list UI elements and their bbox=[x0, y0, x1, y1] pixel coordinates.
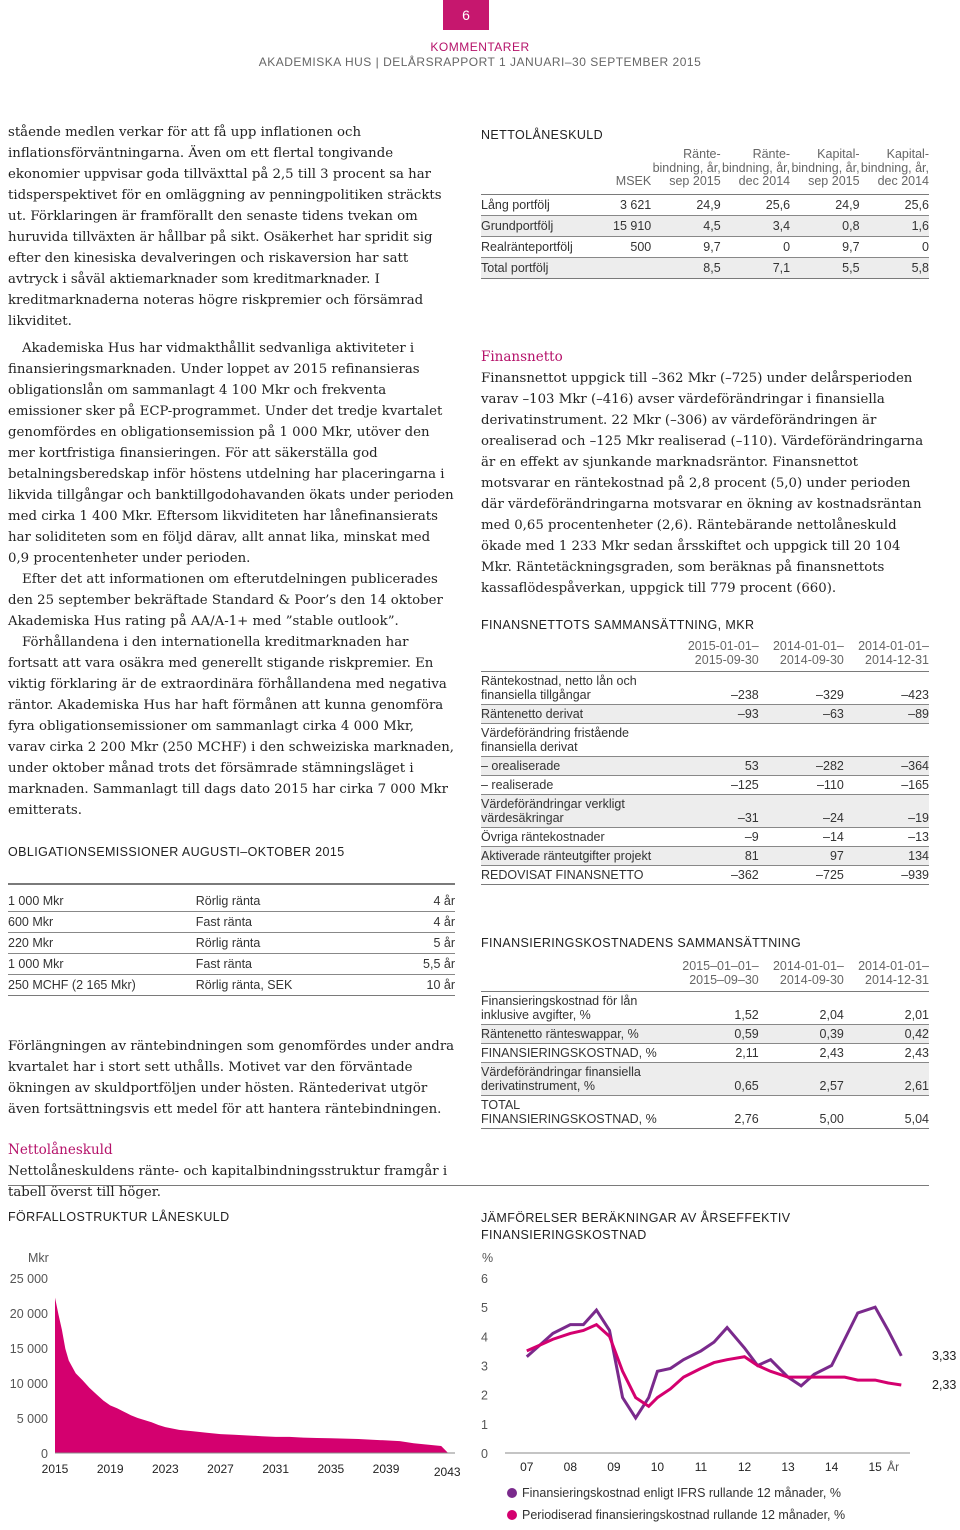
table-cell: Grundportfölj bbox=[481, 215, 589, 236]
netto-header-col: Ränte-bindning, år, dec 2014 bbox=[722, 147, 791, 188]
x-tick-label: 2039 bbox=[372, 1462, 400, 1476]
table-cell: –125 bbox=[674, 776, 759, 795]
netto-table bbox=[481, 146, 929, 279]
table-cell: 0,65 bbox=[674, 1063, 759, 1096]
table-row bbox=[481, 1025, 929, 1044]
chart2-title: JÄMFÖRELSER BERÄKNINGAR AV ÅRSEFFEKTIV FINANSIERINGSKOSTNAD bbox=[481, 1211, 791, 1242]
table-cell: –939 bbox=[844, 866, 929, 885]
table-cell: 1,6 bbox=[860, 215, 929, 236]
table-cell: Finansieringskostnad för lån inklusive avgifter, % bbox=[481, 994, 638, 1022]
table-cell: 15 910 bbox=[589, 215, 652, 236]
x-tick-label: 08 bbox=[563, 1460, 578, 1474]
nettolaneskuld-heading: Nettolåneskuld bbox=[8, 1142, 113, 1158]
x-tick-label: 2023 bbox=[151, 1462, 179, 1476]
end-value-label: 2,33 bbox=[932, 1378, 957, 1393]
table-cell: 9,7 bbox=[651, 236, 720, 257]
y-tick-label: 20 000 bbox=[9, 1307, 48, 1321]
y-axis-label: % bbox=[482, 1251, 494, 1265]
kostnad-header: 2014-01-01–2014-12-31 bbox=[858, 959, 929, 987]
x-tick-label: 2027 bbox=[207, 1462, 234, 1476]
x-tick-label: 10 bbox=[650, 1460, 665, 1474]
table-cell: 1 000 Mkr bbox=[8, 894, 64, 908]
kostnad-header: 2015–01–01–2015–09–30 bbox=[682, 959, 759, 987]
table-row bbox=[481, 724, 929, 757]
table-cell: Rörlig ränta bbox=[196, 933, 375, 954]
table-cell: Aktiverade ränteutgifter projekt bbox=[481, 847, 674, 866]
table-cell: Räntenetto derivat bbox=[481, 705, 674, 724]
table-row bbox=[481, 672, 929, 705]
paragraph-2: Akademiska Hus har vidmakthållit sedvanliga aktiviteter i finansieringsmarknaden. Under loppet av 2015 refinansieras obligationslån om sammanlagt 4 100 Mkr och frekventa emissioner sker på ECP-programmet. Under det tredje kvartalet genomfördes en obligationsemission på 1 000 Mkr, utöver den mer kortfristiga finansieringen. För att säkerställa god betalningsberedskap inför höstens utdelning har placeringarna i likvida tillgångar och banktillgodohavanden ökats under perioden med cirka 1 400 Mkr. Eftersom likviditeten har lånefinansierats har soliditeten som en följd därav, allt annat lika, minskat med 0,9 procentenheter under perioden. bbox=[8, 341, 454, 566]
x-tick-label: 2035 bbox=[317, 1462, 345, 1476]
table-cell: Lång portfölj bbox=[481, 197, 550, 212]
x-tick-label: 13 bbox=[781, 1460, 795, 1474]
section-title: KOMMENTARER bbox=[430, 40, 530, 54]
table-cell: REDOVISAT FINANSNETTO bbox=[481, 866, 674, 885]
legend-marker bbox=[507, 1488, 517, 1498]
table-cell: –725 bbox=[759, 866, 844, 885]
table-row bbox=[8, 912, 455, 933]
x-tick-label: 2019 bbox=[96, 1462, 124, 1476]
table-cell: 5,00 bbox=[759, 1096, 844, 1129]
table-cell: –89 bbox=[844, 705, 929, 724]
finansnetto-header: 2014-01-01–2014-12-31 bbox=[858, 639, 929, 667]
table-cell: Rörlig ränta, SEK bbox=[196, 975, 375, 996]
table-cell: 25,6 bbox=[765, 197, 791, 212]
table-cell: 4 år bbox=[375, 912, 455, 933]
table-cell: 0,8 bbox=[790, 215, 859, 236]
report-title: AKADEMISKA HUS | DELÅRSRAPPORT 1 JANUARI–30 SEPTEMBER 2015 bbox=[258, 55, 702, 69]
table-cell: –364 bbox=[844, 757, 929, 776]
legend-label: Periodiserad finansieringskostnad rullande 12 månader, % bbox=[522, 1508, 846, 1522]
table-cell: 53 bbox=[674, 757, 759, 776]
table-cell: Övriga räntekostnader bbox=[481, 828, 674, 847]
oblig-table-title: OBLIGATIONSEMISSIONER AUGUSTI–OKTOBER 2015 bbox=[8, 845, 345, 859]
table-cell: –110 bbox=[759, 776, 844, 795]
table-cell: 5,5 bbox=[790, 257, 859, 278]
table-row bbox=[8, 975, 455, 996]
table-row bbox=[481, 776, 929, 795]
y-tick-label: 10 000 bbox=[9, 1377, 48, 1391]
table-row bbox=[481, 194, 929, 215]
area-series bbox=[55, 1298, 448, 1453]
table-cell: 2,57 bbox=[759, 1063, 844, 1096]
netto-header-msek: MSEK bbox=[615, 174, 652, 188]
table-cell: –282 bbox=[759, 757, 844, 776]
y-tick-label: 5 000 bbox=[16, 1412, 48, 1426]
table-cell: –329 bbox=[816, 688, 844, 702]
table-row bbox=[8, 954, 455, 975]
kostnad-table bbox=[481, 958, 929, 1129]
x-tick-label: 2043 bbox=[433, 1465, 461, 1479]
table-cell: –9 bbox=[674, 828, 759, 847]
finansnetto-heading: Finansnetto bbox=[481, 349, 563, 365]
table-cell bbox=[759, 724, 844, 757]
x-tick-label: 2031 bbox=[262, 1462, 290, 1476]
table-cell: 1,52 bbox=[734, 1008, 759, 1022]
y-axis-label: Mkr bbox=[28, 1251, 49, 1265]
chart1-title: FÖRFALLOSTRUKTUR LÅNESKULD bbox=[8, 1210, 230, 1224]
left-column bbox=[8, 122, 455, 1203]
y-tick-label: 6 bbox=[481, 1272, 488, 1286]
table-cell: –93 bbox=[674, 705, 759, 724]
table-cell: 24,9 bbox=[696, 197, 721, 212]
table-cell: 5,04 bbox=[844, 1096, 929, 1129]
finansnetto-header: 2015-01-01–2015-09-30 bbox=[687, 639, 759, 667]
table-cell: Total portfölj bbox=[481, 257, 589, 278]
y-tick-label: 5 bbox=[481, 1301, 488, 1316]
x-tick-label: 15 bbox=[868, 1460, 882, 1474]
x-tick-label: 2015 bbox=[41, 1462, 69, 1476]
table-cell: 134 bbox=[844, 847, 929, 866]
table-row bbox=[481, 992, 929, 1025]
legend-label: Finansieringskostnad enligt IFRS rullande 12 månader, % bbox=[522, 1486, 841, 1500]
y-tick-label: 0 bbox=[481, 1447, 488, 1461]
x-tick-label: 14 bbox=[824, 1460, 839, 1474]
charts-separator bbox=[8, 1185, 929, 1186]
maturity-area-chart bbox=[0, 1240, 470, 1490]
table-cell: –14 bbox=[759, 828, 844, 847]
table-row bbox=[481, 1063, 929, 1096]
table-cell: –238 bbox=[730, 688, 759, 702]
table-cell: –165 bbox=[844, 776, 929, 795]
paragraph-4: Förhållandena i den internationella kreditmarknaden har fortsatt att vara osäkra med generellt stigande riskpremier. En viktig förklaring är de extraordinära förhållandena med negativa räntor. Akademiska Hus har haft förmånen att kunna genomföra fyra obligationsemissioner om sammanlagt cirka 4 000 Mkr, varav cirka 2 200 Mkr (250 MCHF) i den schweiziska marknaden, under oktober månad trots det försämrade stämningsläget i marknaden. Sammanlagt till dags dato 2015 har cirka 7 000 Mkr emitterats. bbox=[8, 635, 454, 818]
table-row bbox=[481, 257, 929, 278]
table-cell: – realiserade bbox=[481, 776, 674, 795]
table-row bbox=[481, 866, 929, 885]
table-cell: 10 år bbox=[375, 975, 455, 996]
nettolaneskuld-text: Nettolåneskuldens ränte- och kapitalbindningsstruktur framgår i tabell överst till höger. bbox=[8, 1164, 448, 1200]
y-tick-label: 3 bbox=[481, 1359, 488, 1374]
table-cell: Fast ränta bbox=[196, 954, 375, 975]
table-row bbox=[481, 847, 929, 866]
table-cell: 1 000 Mkr bbox=[8, 954, 196, 975]
table-row bbox=[481, 1096, 929, 1129]
x-axis-label: År bbox=[887, 1460, 900, 1474]
table-cell: 7,1 bbox=[721, 257, 790, 278]
y-tick-label: 0 bbox=[41, 1447, 48, 1461]
table-cell: 81 bbox=[674, 847, 759, 866]
legend-marker bbox=[507, 1510, 517, 1520]
kostnad-table-block bbox=[481, 936, 929, 1129]
table-cell: Fast ränta bbox=[196, 912, 375, 933]
table-row bbox=[481, 236, 929, 257]
table-cell: 250 MCHF (2 165 Mkr) bbox=[8, 975, 196, 996]
table-row bbox=[481, 828, 929, 847]
x-tick-label: 09 bbox=[607, 1460, 621, 1474]
y-tick-label: 1 bbox=[481, 1417, 488, 1432]
table-cell: –24 bbox=[759, 795, 844, 828]
table-row bbox=[481, 215, 929, 236]
paragraph-5: Förlängningen av räntebindningen som genomfördes under andra kvartalet har i stort sett uthålls. Motivet var den förväntade ökningen av skuldportföljen under hösten. Räntederivat utgör även fortsättningsvis ett medel för att hantera räntebindningen. bbox=[8, 1039, 455, 1117]
table-cell: 4 år bbox=[433, 894, 455, 908]
finansnetto-table bbox=[481, 638, 929, 885]
table-cell bbox=[674, 724, 759, 757]
table-cell: 8,5 bbox=[651, 257, 720, 278]
table-cell: –13 bbox=[844, 828, 929, 847]
table-row bbox=[8, 933, 455, 954]
table-cell: 2,76 bbox=[674, 1096, 759, 1129]
finansnetto-block bbox=[481, 347, 929, 599]
table-cell: TOTAL FINANSIERINGSKOSTNAD, % bbox=[481, 1096, 674, 1129]
table-cell: 3 621 bbox=[619, 197, 652, 212]
netto-header-col: Kapital-bindning, år, dec 2014 bbox=[860, 147, 929, 188]
table-cell: Värdeförändring fristående finansiella derivat bbox=[481, 724, 674, 757]
table-cell bbox=[844, 724, 929, 757]
table-cell: 2,11 bbox=[674, 1044, 759, 1063]
y-tick-label: 2 bbox=[481, 1388, 488, 1403]
table-cell: 9,7 bbox=[790, 236, 859, 257]
table-cell: 2,43 bbox=[759, 1044, 844, 1063]
table-cell: Räntenetto ränteswappar, % bbox=[481, 1025, 674, 1044]
table-cell: 3,4 bbox=[721, 215, 790, 236]
table-cell: –63 bbox=[759, 705, 844, 724]
table-cell: 24,9 bbox=[835, 197, 860, 212]
paragraph-3: Efter det att informationen om efterutdelningen publicerades den 25 september bekräftade Standard & Poor’s den 14 oktober Akademiska Hus rating på AA/A-1+ med ”stable outlook”. bbox=[8, 572, 443, 629]
finansnetto-header: 2014-01-01–2014-09-30 bbox=[772, 639, 844, 667]
netto-table-block bbox=[481, 128, 929, 279]
table-row bbox=[481, 1044, 929, 1063]
table-cell: 600 Mkr bbox=[8, 912, 196, 933]
y-tick-label: 25 000 bbox=[9, 1272, 48, 1286]
netto-header-col: Ränte-bindning, år, sep 2015 bbox=[652, 147, 721, 188]
table-cell: FINANSIERINGSKOSTNAD, % bbox=[481, 1044, 674, 1063]
table-row bbox=[8, 891, 455, 912]
table-cell: 220 Mkr bbox=[8, 933, 196, 954]
table-cell: 5,8 bbox=[860, 257, 929, 278]
table-cell: –362 bbox=[674, 866, 759, 885]
table-cell: –31 bbox=[674, 795, 759, 828]
paragraph-1: stående medlen verkar för att få upp inflationen och inflationsförväntningarna. Även om ett flertal tongivande ekonomier uppvisar goda tillväxttal på 2,5 till 3 procent sa har tidsperspektivet för en omläggning av penningpolitiken sträckts ut. Förklaringen är framförallt den senaste tidens tvekan om huruvida tillväxten är hållbar på sikt. Osäkerhet har spridit sig efter den kinesiska devalveringen och riskaversion har satt avtryck i såväl aktiemarknader som kreditmarknader. I kreditmarknaderna noteras högre riskpremier och försämrad likviditet. bbox=[8, 125, 442, 329]
kostnad-table-title: FINANSIERINGSKOSTNADENS SAMMANSÄTTNING bbox=[481, 936, 802, 950]
netto-table-title: NETTOLÅNESKULD bbox=[481, 128, 604, 142]
table-cell: Värdeförändringar verkligt värdesäkringar bbox=[481, 795, 674, 828]
x-tick-label: 12 bbox=[737, 1460, 752, 1474]
y-tick-label: 4 bbox=[481, 1330, 488, 1345]
y-tick-label: 15 000 bbox=[9, 1342, 48, 1356]
table-cell: 2,61 bbox=[844, 1063, 929, 1096]
table-cell: 97 bbox=[759, 847, 844, 866]
finansnetto-table-block bbox=[481, 618, 929, 885]
table-cell: Realränteportfölj bbox=[481, 236, 589, 257]
kostnad-header: 2014-01-01–2014-09-30 bbox=[772, 959, 844, 987]
table-cell: –19 bbox=[844, 795, 929, 828]
table-cell: 0,59 bbox=[674, 1025, 759, 1044]
table-row bbox=[481, 757, 929, 776]
finansnetto-table-title: FINANSNETTOTS SAMMANSÄTTNING, MKR bbox=[481, 618, 755, 632]
table-cell: Värdeförändringar finansiella derivatinstrument, % bbox=[481, 1063, 674, 1096]
netto-header-col: Kapital-bindning, år, sep 2015 bbox=[791, 147, 860, 188]
financing-cost-line-chart bbox=[470, 1240, 960, 1530]
end-value-label: 3,33 bbox=[932, 1348, 957, 1363]
table-cell: 2,04 bbox=[819, 1008, 844, 1022]
table-cell: 500 bbox=[589, 236, 652, 257]
table-cell: – orealiserade bbox=[481, 757, 674, 776]
table-row bbox=[481, 795, 929, 828]
table-cell: 0,42 bbox=[844, 1025, 929, 1044]
table-cell: 5 år bbox=[375, 933, 455, 954]
table-cell: 2,01 bbox=[904, 1008, 929, 1022]
table-cell: Rörlig ränta bbox=[195, 894, 261, 908]
x-tick-label: 11 bbox=[694, 1460, 708, 1474]
table-cell: 0 bbox=[721, 236, 790, 257]
finansnetto-text: Finansnettot uppgick till –362 Mkr (–725) under delårsperioden varav –103 Mkr (–416) avser värdeförändringar i finansiella derivatinstrument. 22 Mkr (–306) av värdeförändringen är orealiserad och –125 Mkr realiserad (–110). Värdeförändringarna är en effekt av sjunkande marknadsräntor. Finansnettot motsvarar en räntekostnad på 2,8 procent (5,0) under perioden där värdeförändringarna motsvarar en ökning av kostnadsräntan med 0,65 procentenheter (2,6). Räntebärande nettolåneskuld ökade med 1 233 Mkr sedan årsskiftet och uppgick till 20 104 Mkr. Räntetäckningsgraden, som beräknas på finansnettots kassaflödespåverkan, uppgick till 779 procent (660). bbox=[481, 371, 924, 596]
table-cell: 0,39 bbox=[759, 1025, 844, 1044]
table-cell: Räntekostnad, netto lån och finansiella tillgångar bbox=[481, 674, 637, 702]
table-cell: 0 bbox=[860, 236, 929, 257]
table-cell: 2,43 bbox=[844, 1044, 929, 1063]
table-cell bbox=[589, 257, 652, 278]
oblig-table bbox=[8, 891, 455, 996]
table-cell: 25,6 bbox=[904, 197, 929, 212]
table-cell: 5,5 år bbox=[375, 954, 455, 975]
table-row bbox=[481, 705, 929, 724]
x-tick-label: 07 bbox=[520, 1460, 534, 1474]
table-cell: –423 bbox=[901, 688, 929, 702]
table-cell: 4,5 bbox=[651, 215, 720, 236]
page-number-badge: 6 bbox=[443, 0, 489, 30]
